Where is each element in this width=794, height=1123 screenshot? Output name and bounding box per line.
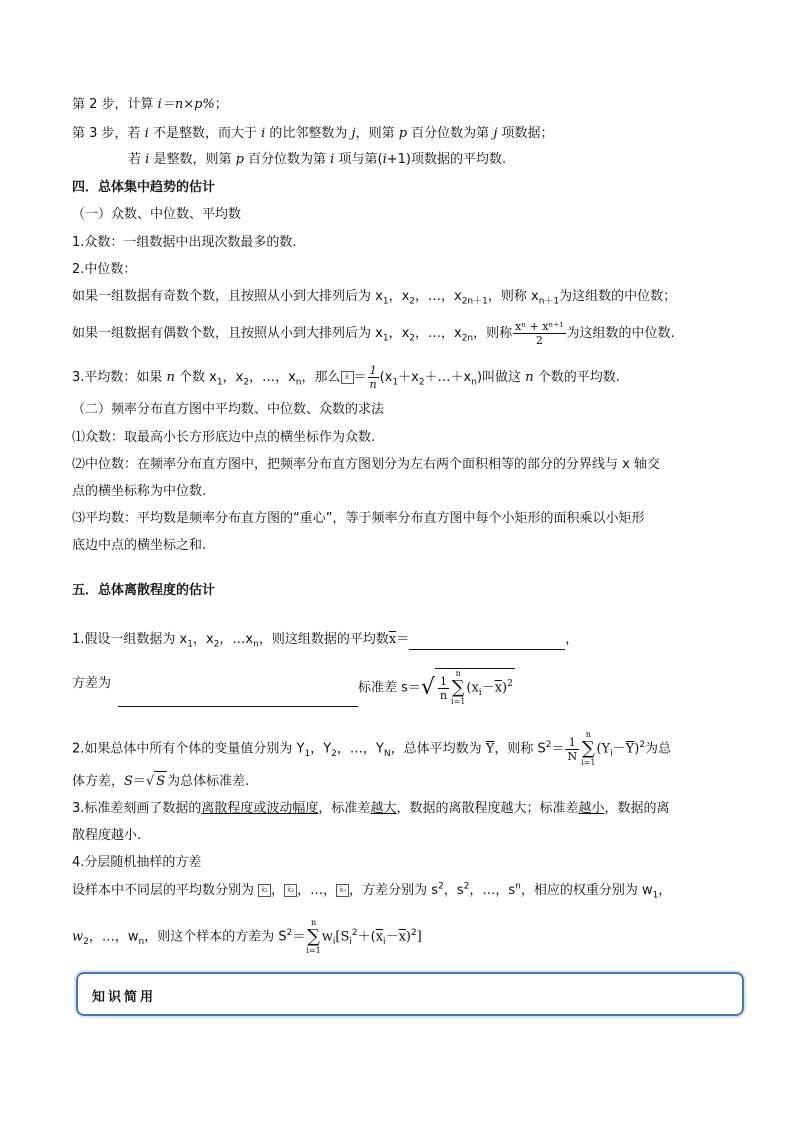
mean-definition: 3.平均数：如果 n 个数 $x_1$，$x_2$，…，$x_n$，那么 x̄ ＝ $\frac{1}{n}$ $(x_1+x_2+\dots+x_n)$叫做这 n 个数的平均数. <box>72 364 620 391</box>
mean-fraction: $\frac{1}{n}$ <box>369 364 377 391</box>
mean-blank[interactable] <box>409 635 565 650</box>
histogram-median-a: ⑵中位数：在频率分布直方图中，把频率分布直方图划分为左右两个面积相等的部分的分界线与 x 轴交 <box>72 457 660 472</box>
step-3-integer-case: 若 i 是整数，则第 p 百分位数为第 i 项与第(i+1)项数据的平均数. <box>128 152 507 167</box>
sd-meaning-a: 3.标准差刻画了数据的离散程度或波动幅度，标准差越大，数据的离散程度越大；标准差越小，数据的离 <box>72 801 670 816</box>
variance-blank[interactable] <box>118 706 358 707</box>
stratum-mean-1-icon: x̄₁ <box>258 884 271 897</box>
step-2: 第 2 步，计算 i＝n×p%； <box>72 97 228 112</box>
stratum-mean-2-icon: x̄₂ <box>284 884 297 897</box>
panel-title: 知识简用 <box>92 990 157 1005</box>
population-sd: 体方差，S＝√ S 为总体标准差. <box>72 771 249 792</box>
section-4-subtitle-2: （二）频率分布直方图中平均数、中位数、众数的求法 <box>72 402 385 417</box>
histogram-mode: ⑴众数：取最高小长方形底边中点的横坐标作为众数. <box>72 430 376 445</box>
median-even-fraction: $\frac{\text{xⁿ + xⁿ⁺¹}}{2}$ <box>515 320 564 347</box>
population-variance: 2.如果总体中所有个体的变量值分别为 $Y_1$，$Y_2$，…，$Y_N$，总体平均数为 $\overline{Y}$，则称 $S^2=$ $\frac{1}{N}$ n ∑ i=1 $(Y_i-\overline{Y})^2$为总 <box>72 730 672 767</box>
knowledge-application-panel <box>76 972 744 1016</box>
histogram-median-b: 点的横坐标称为中位数. <box>72 484 207 499</box>
stratified-title: 4.分层随机抽样的方差 <box>72 855 202 870</box>
histogram-mean-a: ⑶平均数：平均数是频率分布直方图的“重心”，等于频率分布直方图中每个小矩形的面积乘以小矩形 <box>72 511 645 526</box>
standard-deviation: 标准差 s＝√ $\frac{1}{n}$ n ∑ i=1 $(x_i-\overline{x})^2$ <box>358 669 513 706</box>
section-4-title: 四．总体集中趋势的估计 <box>72 180 216 195</box>
mean-placeholder-icon: x̄ <box>341 371 354 384</box>
section-4-subtitle-1: （一）众数、中位数、平均数 <box>72 207 242 222</box>
section-5-title: 五．总体离散程度的估计 <box>72 583 216 598</box>
mode-definition: 1.众数：一组数据中出现次数最多的数. <box>72 235 297 250</box>
stratum-mean-n-icon: x̄ₙ <box>336 884 349 897</box>
median-even: 如果一组数据有偶数个数，且按照从小到大排列后为 $x_1$，$x_2$，…，$x_{2n}$，则称 $\frac{\text{xⁿ + xⁿ⁺¹}}{2}$ 为这组数的中位数. <box>72 320 675 347</box>
median-odd: 如果一组数据有奇数个数，且按照从小到大排列后为 $x_1$，$x_2$，…，$x_{2n+1}$，则称 $x_{n+1}$为这组数的中位数； <box>72 289 677 307</box>
sd-meaning-b: 散程度越小. <box>72 828 142 843</box>
stratified-line-b: $w_2$，…，$w_n$，则这个样本的方差为 $S^2=$ n ∑ i=1 $w_i[S_i^2+(\overline{x}_i-\overline{x})^2]$ <box>72 918 422 955</box>
variance-label: 方差为 <box>72 676 112 691</box>
histogram-mean-b: 底边中点的横坐标之和. <box>72 538 207 553</box>
step-3: 第 3 步，若 i 不是整数，而大于 i 的比邻整数为 j，则第 p 百分位数为第 j 项数据； <box>72 126 554 141</box>
sample-mean-line: 1.假设一组数据为 $x_1$，$x_2$，$\dots x_n$，则这组数据的平均数$\overline{x}=$ ， <box>72 632 579 650</box>
median-title: 2.中位数： <box>72 262 137 277</box>
stratified-line-a: 设样本中不同层的平均数分别为 x̄₁ ， x̄₂ ，…， x̄ₙ ，方差分别为 $s^2$，$s^2$，…，$s^n$，相应的权重分别为 $w_1$， <box>72 881 672 901</box>
